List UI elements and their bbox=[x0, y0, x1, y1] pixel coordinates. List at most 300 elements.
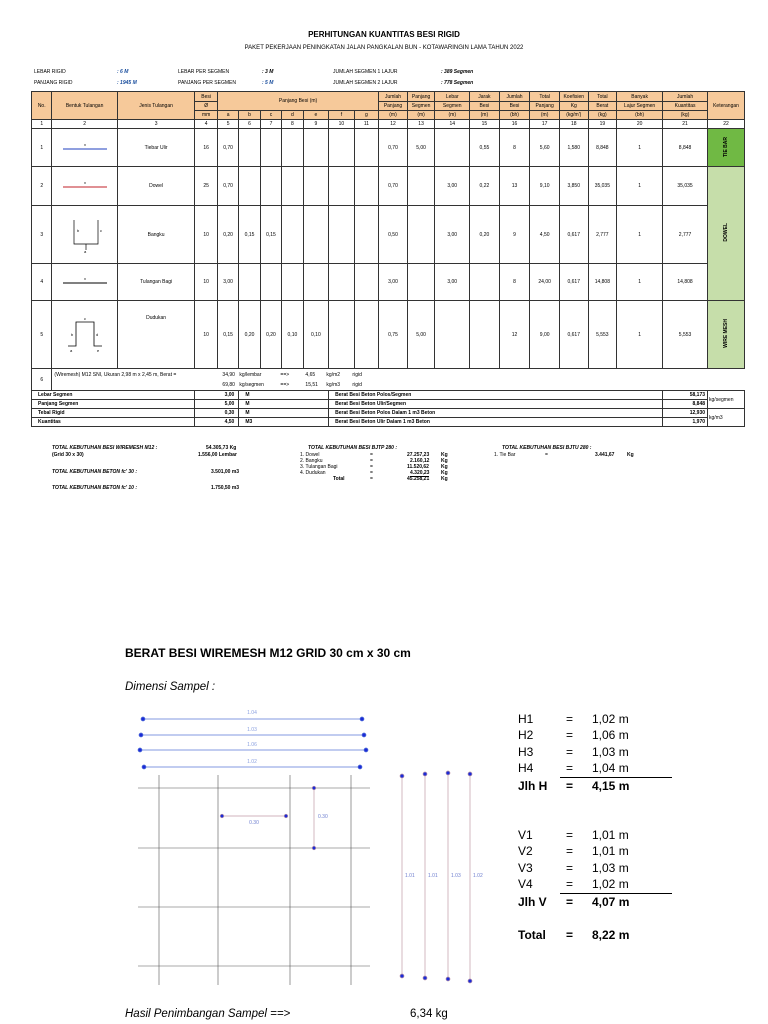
col-number: 3 bbox=[117, 120, 195, 129]
table-row bbox=[32, 264, 745, 301]
bjtp-item-unit: Kg bbox=[441, 470, 448, 476]
total-wiremesh-lembar: 1.556,00 Lembar bbox=[198, 452, 237, 458]
bjtp-item-name: 4. Dudukan bbox=[300, 470, 326, 476]
cell: 2,777 bbox=[588, 206, 617, 264]
cell: 9,10 bbox=[530, 167, 560, 206]
bjtu-value: 3.441,67 bbox=[595, 452, 615, 458]
cell: 0,15 bbox=[260, 206, 281, 264]
col-besi: Besi bbox=[195, 92, 217, 102]
row-no: 5 bbox=[32, 301, 52, 369]
bjtp-item-value: 4.320,23 bbox=[410, 470, 430, 476]
row-no: 4 bbox=[32, 264, 52, 301]
cell bbox=[407, 206, 435, 264]
shape-letter: a bbox=[69, 347, 72, 353]
h4-value: 1,04 m bbox=[592, 761, 629, 775]
cell: 5,00 bbox=[407, 301, 435, 369]
header-cell: Lajur Segmen bbox=[617, 102, 663, 111]
v3-name: V3 bbox=[518, 861, 533, 875]
cell: 1 bbox=[617, 264, 663, 301]
wiremesh-text: (Wiremesh) M12 SNI, Ukuran 2,98 m x 2,45 m, Berat = bbox=[54, 371, 177, 378]
summary-val: 4,50 bbox=[195, 418, 239, 427]
cell: 0,617 bbox=[559, 206, 588, 264]
summary-unit: M bbox=[239, 400, 329, 409]
col-number: 6 bbox=[239, 120, 260, 129]
cell bbox=[329, 167, 355, 206]
header-cell: f bbox=[329, 111, 355, 120]
cell bbox=[354, 167, 379, 206]
col-jarak: Jarak bbox=[470, 92, 500, 102]
equals: = bbox=[566, 877, 574, 891]
cell bbox=[282, 129, 303, 167]
shape-letter: a bbox=[83, 248, 86, 254]
cell: 1 bbox=[617, 301, 663, 369]
table-row bbox=[32, 129, 745, 167]
total-beton30-label: TOTAL KEBUTUHAN BETON fc' 30 : bbox=[52, 469, 137, 475]
header-cell: (m) bbox=[470, 111, 500, 120]
equals: = bbox=[370, 476, 373, 482]
v1-name: V1 bbox=[518, 828, 533, 842]
shape-letter: x bbox=[83, 180, 86, 185]
h1-value: 1,02 m bbox=[592, 712, 629, 726]
keterangan-tie-bar bbox=[708, 129, 745, 167]
header-cell: (m) bbox=[530, 111, 560, 120]
cell bbox=[239, 167, 260, 206]
cell: 5,553 bbox=[663, 301, 708, 369]
bjtp-item-name: 3. Tulangan Bagi bbox=[300, 464, 338, 470]
header-cell: Kuantitas bbox=[663, 102, 708, 111]
col-total-berat: Total bbox=[588, 92, 617, 102]
row-no: 6 bbox=[32, 369, 52, 391]
cell: 0,617 bbox=[559, 264, 588, 301]
cell bbox=[260, 264, 281, 301]
equals: = bbox=[566, 761, 574, 775]
keterangan-wiremesh bbox=[708, 301, 745, 369]
lebar-rigid-value: : 6 M bbox=[117, 69, 129, 75]
summary-unit: M bbox=[239, 409, 329, 418]
hasil-label: Hasil Penimbangan Sampel ==> bbox=[125, 1008, 291, 1020]
col-number: 21 bbox=[663, 120, 708, 129]
hasil-value: 6,34 kg bbox=[410, 1008, 448, 1020]
lebar-segmen-value: : 3 M bbox=[262, 69, 274, 75]
cell: 3,00 bbox=[217, 264, 238, 301]
summary-row bbox=[32, 391, 745, 400]
col-number: 5 bbox=[217, 120, 238, 129]
col-number: 8 bbox=[282, 120, 303, 129]
cell bbox=[239, 264, 260, 301]
bjtu-unit: Kg bbox=[627, 452, 634, 458]
header-cell: a bbox=[217, 111, 238, 120]
wiremesh-tag: rigid bbox=[352, 371, 362, 378]
col-koefisien: Koefisien bbox=[559, 92, 588, 102]
cell: 0,617 bbox=[559, 301, 588, 369]
cell: 9 bbox=[499, 206, 530, 264]
header-cell: (m) bbox=[379, 111, 408, 120]
equals: = bbox=[370, 458, 373, 464]
cell: 0,70 bbox=[379, 167, 408, 206]
dim-label: 1.02 bbox=[247, 759, 257, 765]
cell: 13 bbox=[499, 167, 530, 206]
v1-value: 1,01 m bbox=[592, 828, 629, 842]
arrow: ==> bbox=[280, 371, 290, 378]
cell: 35,035 bbox=[588, 167, 617, 206]
summary-num: 12,930 bbox=[663, 409, 708, 418]
col-number: 16 bbox=[499, 120, 530, 129]
col-number: 13 bbox=[407, 120, 435, 129]
cell bbox=[435, 301, 470, 369]
jlh-h-value: 4,15 m bbox=[592, 779, 630, 793]
summary-label: Kuantitas bbox=[32, 418, 195, 427]
summary-num: 58,173 bbox=[663, 391, 708, 400]
jlh-h-name: Jlh H bbox=[518, 779, 548, 793]
equals: = bbox=[566, 828, 574, 842]
header-cell: Berat bbox=[588, 102, 617, 111]
cell: 5,60 bbox=[530, 129, 560, 167]
jlh-v-value: 4,07 m bbox=[592, 895, 630, 909]
cell bbox=[282, 264, 303, 301]
grid-dim-label: 0.30 bbox=[249, 820, 259, 826]
cell bbox=[329, 264, 355, 301]
cell: 5,00 bbox=[407, 129, 435, 167]
cell: 0,22 bbox=[470, 167, 500, 206]
summary-label: Lebar Segmen bbox=[32, 391, 195, 400]
summary-label: Panjang Segmen bbox=[32, 400, 195, 409]
keterangan-dowel bbox=[708, 167, 745, 301]
col-total-panjang: Total bbox=[530, 92, 560, 102]
cell: 0,70 bbox=[217, 167, 238, 206]
col-lebar-segmen: Lebar bbox=[435, 92, 470, 102]
arrow: ==> bbox=[280, 381, 290, 388]
header-cell: (m) bbox=[435, 111, 470, 120]
bjtu-item: 1. Tie Bar bbox=[494, 452, 516, 458]
summary-row bbox=[32, 409, 745, 418]
lebar-rigid-label: LEBAR RIGID bbox=[34, 69, 66, 75]
column-number-row bbox=[32, 120, 745, 129]
col-number: 11 bbox=[354, 120, 379, 129]
cell: 35,035 bbox=[663, 167, 708, 206]
row-diameter: 16 bbox=[195, 129, 217, 167]
header-cell: d bbox=[282, 111, 303, 120]
col-jumlah-kuantitas: Jumlah bbox=[663, 92, 708, 102]
cell: 0,55 bbox=[470, 129, 500, 167]
bjtp-total-value: 45.258,21 bbox=[407, 476, 430, 482]
cell: 0,15 bbox=[217, 301, 238, 369]
cell bbox=[329, 129, 355, 167]
bjtp-item-name: 1. Dowel bbox=[300, 452, 320, 458]
cell: 3,00 bbox=[435, 264, 470, 301]
jumlah-segmen-2-value: : 778 Segmen bbox=[441, 80, 474, 86]
dim-label: 1.01 bbox=[405, 873, 415, 879]
cell: 3,850 bbox=[559, 167, 588, 206]
row-diameter: 10 bbox=[195, 206, 217, 264]
row-jenis: Tiebar Ulir bbox=[117, 129, 195, 167]
header-row-1 bbox=[32, 92, 745, 102]
wiremesh-unit: kg/segmen bbox=[239, 381, 264, 388]
h2-name: H2 bbox=[518, 728, 534, 742]
jumlah-segmen-1-value: : 389 Segmen bbox=[441, 69, 474, 75]
equals: = bbox=[566, 928, 574, 942]
cell: 0,20 bbox=[217, 206, 238, 264]
keterangan-label: TIE BAR bbox=[723, 136, 730, 157]
cell bbox=[260, 129, 281, 167]
cell: 3,00 bbox=[435, 167, 470, 206]
v2-name: V2 bbox=[518, 844, 533, 858]
total-beton10-value: 1.750,50 m3 bbox=[211, 485, 240, 491]
wiremesh-value: 34,90 bbox=[222, 371, 235, 378]
cell: 24,00 bbox=[530, 264, 560, 301]
cell: 4,50 bbox=[530, 206, 560, 264]
total-wiremesh-label: TOTAL KEBUTUHAN BESI WIREMESH M12 : bbox=[52, 445, 158, 451]
summary-val: 5,00 bbox=[195, 400, 239, 409]
summary-val: 3,00 bbox=[195, 391, 239, 400]
row-jenis: Dowel bbox=[117, 167, 195, 206]
cell: 14,808 bbox=[588, 264, 617, 301]
col-jumlah-besi: Jumlah bbox=[499, 92, 530, 102]
bjtp-item-value: 27.257,23 bbox=[407, 452, 430, 458]
cell: 3,00 bbox=[379, 264, 408, 301]
h1-name: H1 bbox=[518, 712, 534, 726]
cell bbox=[354, 301, 379, 369]
panjang-segmen-label: PANJANG PER SEGMEN bbox=[178, 80, 236, 86]
cell bbox=[329, 301, 355, 369]
wiremesh-value: 4,65 bbox=[305, 371, 316, 378]
equals: = bbox=[566, 745, 574, 759]
col-number: 17 bbox=[530, 120, 560, 129]
summary-unit-kg-segmen: kg/segmen bbox=[708, 391, 745, 409]
summary-unit-kg-m3: kg/m3 bbox=[708, 409, 745, 427]
grid-dim-label: 0.30 bbox=[318, 814, 328, 820]
cell: 1 bbox=[617, 206, 663, 264]
col-no: No. bbox=[32, 92, 52, 120]
v4-value: 1,02 m bbox=[592, 877, 629, 891]
bjtp-total-label: Total bbox=[333, 476, 345, 482]
cell bbox=[303, 264, 329, 301]
jlh-v-name: Jlh V bbox=[518, 895, 547, 909]
summary-num: 1,970 bbox=[663, 418, 708, 427]
wiremesh-unit: kg/m3 bbox=[326, 381, 341, 388]
table-row bbox=[32, 167, 745, 206]
summary-row bbox=[32, 418, 745, 427]
row-diameter: 10 bbox=[195, 264, 217, 301]
equals: = bbox=[566, 779, 574, 793]
cell bbox=[303, 167, 329, 206]
col-panjang-segmen: Panjang bbox=[407, 92, 435, 102]
equals: = bbox=[566, 861, 574, 875]
header-cell: (bh) bbox=[499, 111, 530, 120]
bjtp-item-value: 11.520,62 bbox=[407, 464, 429, 470]
cell: 0,70 bbox=[217, 129, 238, 167]
cell bbox=[239, 129, 260, 167]
cell bbox=[470, 301, 500, 369]
cell: 0,20 bbox=[239, 301, 260, 369]
dim-label: 1.03 bbox=[451, 873, 461, 879]
cell bbox=[282, 167, 303, 206]
col-banyak: Banyak bbox=[617, 92, 663, 102]
summary-unit: M3 bbox=[239, 418, 329, 427]
cell bbox=[303, 129, 329, 167]
document-title: PERHITUNGAN KUANTITAS BESI RIGID bbox=[308, 30, 460, 39]
cell: 0,20 bbox=[470, 206, 500, 264]
col-number: 20 bbox=[617, 120, 663, 129]
keterangan-label: DOWEL bbox=[723, 223, 730, 242]
cell: 8,848 bbox=[588, 129, 617, 167]
bjtp-item-name: 2. Bangku bbox=[300, 458, 323, 464]
cell: 0,15 bbox=[239, 206, 260, 264]
row-jenis: Bangku bbox=[117, 206, 195, 264]
wiremesh-title: BERAT BESI WIREMESH M12 GRID 30 cm x 30 cm bbox=[125, 646, 411, 660]
sum-line bbox=[560, 777, 672, 778]
cell bbox=[329, 206, 355, 264]
cell: 8,848 bbox=[663, 129, 708, 167]
row-diameter: 25 bbox=[195, 167, 217, 206]
v4-name: V4 bbox=[518, 877, 533, 891]
dim-label: 1.04 bbox=[247, 710, 257, 716]
header-cell: c bbox=[260, 111, 281, 120]
total-beton30-value: 3.501,00 m3 bbox=[211, 469, 240, 475]
equals: = bbox=[370, 464, 373, 470]
summary-desc: Berat Besi Beton Polos Dalam 1 m3 Beton bbox=[329, 409, 663, 418]
summary-desc: Berat Besi Beton Ulir/Segmen bbox=[329, 400, 663, 409]
cell bbox=[354, 264, 379, 301]
document-subtitle: PAKET PEKERJAAN PENINGKATAN JALAN PANGKALAN BUN - KOTAWARINGIN LAMA TAHUN 2022 bbox=[244, 45, 524, 51]
total-bjtp-label: TOTAL KEBUTUHAN BESI BJTP 280 : bbox=[308, 445, 397, 451]
panjang-segmen-value: : 5 M bbox=[262, 80, 274, 86]
wiremesh-info bbox=[52, 369, 745, 391]
cell: 1 bbox=[617, 129, 663, 167]
cell: 1,580 bbox=[559, 129, 588, 167]
cell bbox=[303, 206, 329, 264]
table-row bbox=[32, 206, 745, 264]
summary-desc: Berat Besi Beton Ulir Dalam 1 m3 Beton bbox=[329, 418, 663, 427]
header-cell: (m) bbox=[407, 111, 435, 120]
dim-label: 1.03 bbox=[247, 727, 257, 733]
cell bbox=[407, 264, 435, 301]
col-keterangan: Keterangan bbox=[708, 92, 745, 120]
wiremesh-tag: rigid bbox=[352, 381, 362, 388]
total-value: 8,22 m bbox=[592, 928, 630, 942]
wiremesh-unit: kg/lembar bbox=[239, 371, 262, 378]
cell: 0,70 bbox=[379, 129, 408, 167]
bjtp-total-unit: Kg bbox=[441, 476, 448, 482]
wiremesh-unit: kg/m2 bbox=[326, 371, 341, 378]
col-panjang-besi: Panjang Besi (m) bbox=[217, 92, 378, 111]
header-cell: (kg) bbox=[588, 111, 617, 120]
table-row bbox=[32, 301, 745, 369]
equals: = bbox=[566, 844, 574, 858]
col-number: 4 bbox=[195, 120, 217, 129]
cell: 8 bbox=[499, 264, 530, 301]
header-cell: Panjang bbox=[379, 102, 408, 111]
shape-letter: c bbox=[83, 315, 86, 321]
kuantitas-table bbox=[31, 91, 745, 427]
col-number: 18 bbox=[559, 120, 588, 129]
lebar-segmen-label: LEBAR PER SEGMEN bbox=[178, 69, 230, 75]
bjtp-item-unit: Kg bbox=[441, 464, 448, 470]
summary-desc: Berat Besi Beton Polos/Segmen bbox=[329, 391, 663, 400]
header-cell: (kg) bbox=[663, 111, 708, 120]
header-cell: mm bbox=[195, 111, 217, 120]
row-jenis: Tulangan Bagi bbox=[117, 264, 195, 301]
equals: = bbox=[370, 470, 373, 476]
cell: 0,20 bbox=[260, 301, 281, 369]
col-number: 12 bbox=[379, 120, 408, 129]
col-number: 1 bbox=[32, 120, 52, 129]
cell: 12 bbox=[499, 301, 530, 369]
cell bbox=[470, 264, 500, 301]
keterangan-label: WIRE MESH bbox=[723, 319, 730, 348]
shape-letter: x bbox=[83, 276, 86, 281]
h3-name: H3 bbox=[518, 745, 534, 759]
cell: 5,553 bbox=[588, 301, 617, 369]
col-number: 10 bbox=[329, 120, 355, 129]
h3-value: 1,03 m bbox=[592, 745, 629, 759]
header-cell: e bbox=[303, 111, 329, 120]
dim-label: 1.02 bbox=[473, 873, 483, 879]
shape-letter: e bbox=[96, 347, 99, 353]
header-cell: (bh) bbox=[617, 111, 663, 120]
shape-letter: c bbox=[99, 227, 102, 233]
cell bbox=[435, 129, 470, 167]
bjtp-list bbox=[300, 452, 460, 482]
v2-value: 1,01 m bbox=[592, 844, 629, 858]
h4-name: H4 bbox=[518, 761, 534, 775]
shape-letter: x bbox=[83, 141, 86, 147]
total-beton10-label: TOTAL KEBUTUHAN BETON fc' 10 : bbox=[52, 485, 137, 491]
table-row-wiremesh bbox=[32, 369, 745, 391]
header-cell: Kg bbox=[559, 102, 588, 111]
dudukan-shape-icon bbox=[52, 301, 117, 369]
equals: = bbox=[566, 895, 574, 909]
jumlah-segmen-2-label: JUMLAH SEGMEN 2 LAJUR bbox=[333, 80, 398, 86]
bjtp-item-unit: Kg bbox=[441, 458, 448, 464]
row-diameter: 10 bbox=[195, 301, 217, 369]
col-number: 2 bbox=[52, 120, 117, 129]
col-jumlah-panjang: Jumlah bbox=[379, 92, 408, 102]
panjang-rigid-value: : 1945 M bbox=[117, 80, 137, 86]
diameter-symbol: Ø bbox=[195, 102, 217, 111]
cell: 3,00 bbox=[435, 206, 470, 264]
row-no: 1 bbox=[32, 129, 52, 167]
header-cell: Panjang bbox=[530, 102, 560, 111]
cell bbox=[282, 206, 303, 264]
wiremesh-subtitle: Dimensi Sampel : bbox=[125, 681, 216, 693]
col-number: 9 bbox=[303, 120, 329, 129]
panjang-rigid-label: PANJANG RIGID bbox=[34, 80, 73, 86]
equals: = bbox=[566, 712, 574, 726]
cell: 0,50 bbox=[379, 206, 408, 264]
wiremesh-diagram bbox=[130, 700, 500, 1000]
total-bjtu-label: TOTAL KEBUTUHAN BESI BJTU 280 : bbox=[502, 445, 592, 451]
cell bbox=[407, 167, 435, 206]
header-cell: Segmen bbox=[407, 102, 435, 111]
h2-value: 1,06 m bbox=[592, 728, 629, 742]
cell bbox=[354, 206, 379, 264]
cell: 14,808 bbox=[663, 264, 708, 301]
dim-label: 1.06 bbox=[247, 742, 257, 748]
col-number: 7 bbox=[260, 120, 281, 129]
row-no: 2 bbox=[32, 167, 52, 206]
bjtp-item-value: 2.160,12 bbox=[410, 458, 430, 464]
header-cell: Segmen bbox=[435, 102, 470, 111]
col-number: 19 bbox=[588, 120, 617, 129]
shape-letter: b bbox=[70, 331, 73, 337]
equals: = bbox=[545, 452, 548, 458]
summary-label: Tebal Rigid bbox=[32, 409, 195, 418]
total-wiremesh-grid: (Grid 30 x 30) bbox=[52, 452, 84, 458]
dim-label: 1.01 bbox=[428, 873, 438, 879]
row-no: 3 bbox=[32, 206, 52, 264]
header-cell: g bbox=[354, 111, 379, 120]
wiremesh-value: 69,80 bbox=[222, 381, 235, 388]
